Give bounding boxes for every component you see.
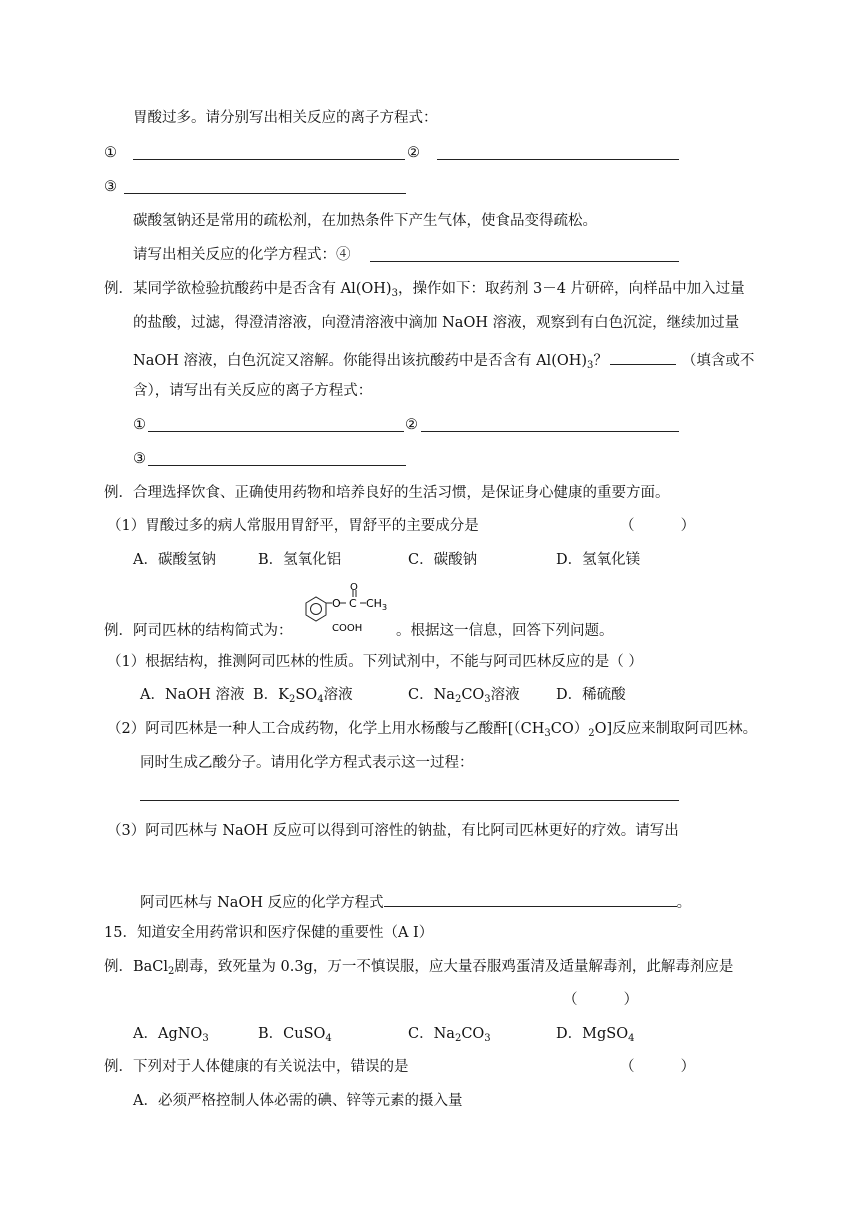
- option-c-text: 溶液: [490, 687, 520, 703]
- answer-blank-3[interactable]: [124, 179, 406, 194]
- methyl-label: CH: [366, 597, 382, 610]
- answer-blank-2[interactable]: [437, 145, 679, 160]
- habits-stem: 例．合理选择饮食、正确使用药物和培养良好的生活习惯，是保证身心健康的重要方面。: [104, 485, 670, 501]
- answer-blank-ion-3[interactable]: [148, 451, 406, 466]
- oxygen-label: O: [350, 583, 358, 593]
- health-stem: 例．下列对于人体健康的有关说法中，错误的是: [104, 1059, 409, 1075]
- aspirin-option-d[interactable]: D．稀硫酸: [556, 687, 626, 703]
- subscript: 4: [317, 694, 324, 705]
- aspirin-option-c[interactable]: [408, 688, 520, 703]
- circle-num-1: ①: [133, 417, 146, 433]
- option-text: A．AgNO: [133, 1026, 203, 1042]
- subscript: 3: [587, 360, 594, 371]
- carbon-label: C: [349, 597, 357, 610]
- bacl2-option-a[interactable]: [133, 1027, 209, 1042]
- aloh-line3-c: （填含或不: [681, 353, 755, 369]
- answer-parentheses[interactable]: （ ）: [563, 992, 639, 1008]
- answer-blank-ion-1[interactable]: [148, 417, 404, 432]
- circle-num-3: ③: [133, 451, 146, 467]
- p2-text: O]反应来制取阿司匹林。: [594, 721, 758, 737]
- aspirin-p3-line2: [140, 892, 691, 911]
- aloh-line-1: [104, 282, 745, 297]
- subscript: 2: [168, 966, 175, 977]
- answer-parentheses[interactable]: （ ）: [620, 518, 696, 534]
- answer-parentheses[interactable]: （ ）: [620, 1059, 696, 1075]
- circle-num-2: ②: [407, 145, 420, 161]
- subscript: 4: [325, 1033, 332, 1044]
- option-c-text: CO: [461, 687, 485, 703]
- baking-soda-text: 碳酸氢钠还是常用的疏松剂，在加热条件下产生气体，使食品变得疏松。: [133, 213, 597, 229]
- subscript: 3: [391, 288, 398, 299]
- subscript: 2: [588, 728, 595, 739]
- subscript: 2: [454, 694, 462, 705]
- subscript: 3: [544, 728, 551, 739]
- option-b[interactable]: B．氢氧化铝: [258, 552, 342, 568]
- option-text: B．CuSO: [258, 1026, 326, 1042]
- aloh-line-4: 含），请写出有关反应的离子方程式：: [133, 383, 373, 399]
- antacid-intro: 胃酸过多。请分别写出相关反应的离子方程式：: [133, 110, 438, 126]
- aspirin-p2-line2: 同时生成乙酸分子。请用化学方程式表示这一过程：: [140, 755, 474, 771]
- p3-end: 。: [676, 895, 692, 911]
- subscript: 4: [628, 1033, 635, 1044]
- aspirin-p2: [107, 722, 757, 737]
- subscript: 3: [484, 694, 491, 705]
- aloh-line-3: [133, 350, 754, 369]
- option-b-text: SO: [295, 687, 318, 703]
- answer-blank-ion-2[interactable]: [421, 417, 679, 432]
- option-a[interactable]: A．碳酸氢钠: [133, 552, 216, 568]
- option-d[interactable]: D．氢氧化镁: [556, 552, 641, 568]
- blank-label-1: [104, 146, 117, 161]
- answer-blank-1[interactable]: [133, 145, 405, 160]
- equation-prompt: 请写出相关反应的化学方程式：④: [133, 247, 351, 263]
- subscript: 3: [202, 1033, 209, 1044]
- option-c-text: C．Na: [408, 687, 455, 703]
- p2-text: CO）: [550, 721, 589, 737]
- health-option-a[interactable]: A．必须严格控制人体必需的碘、锌等元素的摄入量: [133, 1093, 463, 1109]
- subscript: 2: [454, 1033, 462, 1044]
- aspirin-option-a[interactable]: A．NaOH 溶液: [140, 687, 245, 703]
- bacl2-text: 例．BaCl: [104, 959, 169, 975]
- habits-sub1: （1）胃酸过多的病人常服用胃舒平，胃舒平的主要成分是: [107, 518, 479, 534]
- oxygen-label: O: [332, 597, 341, 610]
- aloh-line3-b: ？: [593, 353, 608, 369]
- aspirin-option-b[interactable]: [253, 688, 353, 703]
- answer-line-equation[interactable]: [140, 800, 679, 801]
- option-text: D．MgSO: [556, 1026, 629, 1042]
- aloh-line3-a: NaOH 溶液，白色沉淀又溶解。你能得出该抗酸药中是否含有 Al(OH): [133, 353, 588, 369]
- bacl2-option-c[interactable]: [408, 1027, 491, 1042]
- bacl2-option-d[interactable]: [556, 1027, 634, 1042]
- benzene-circle: [311, 604, 322, 615]
- benzene-ring: [306, 597, 326, 621]
- aspirin-stem-a: 例．阿司匹林的结构简式为：: [104, 623, 293, 639]
- answer-blank-naoh-equation[interactable]: [384, 892, 677, 907]
- aspirin-p3: （3）阿司匹林与 NaOH 反应可以得到可溶性的钠盐，有比阿司匹林更好的疗效。请写出: [107, 823, 679, 839]
- aspirin-stem-b: 。根据这一信息，回答下列问题。: [396, 623, 614, 639]
- answer-blank-contains[interactable]: [610, 350, 676, 365]
- section-15-title: 15．知道安全用药常识和医疗保健的重要性（A I）: [104, 925, 434, 941]
- methyl-subscript: 3: [382, 603, 388, 612]
- option-text: CO: [461, 1026, 485, 1042]
- aspirin-structure: [296, 583, 396, 637]
- circle-num-1: ①: [104, 145, 117, 161]
- bacl2-option-b[interactable]: [258, 1027, 332, 1042]
- bacl2-stem: [104, 960, 733, 975]
- circle-num-2: ②: [405, 417, 418, 433]
- option-c[interactable]: C．碳酸钠: [408, 552, 478, 568]
- answer-blank-4[interactable]: [370, 247, 679, 262]
- option-text: C．Na: [408, 1026, 455, 1042]
- option-b-text: B．K: [253, 687, 289, 703]
- option-b-text: 溶液: [323, 687, 353, 703]
- cooh-label: COOH: [332, 623, 363, 634]
- aloh-line-2: 的盐酸，过滤，得澄清溶液，向澄清溶液中滴加 NaOH 溶液，观察到有白色沉淀，继续加过量: [133, 315, 740, 331]
- p2-text: （2）阿司匹林是一种人工合成药物，化学上用水杨酸与乙酸酐[（CH: [107, 721, 545, 737]
- aspirin-p1: （1）根据结构，推测阿司匹林的性质。下列试剂中，不能与阿司匹林反应的是（ ）: [107, 654, 643, 670]
- aloh-prefix: 例．某同学欲检验抗酸药中是否含有 Al(OH): [104, 281, 392, 297]
- subscript: 3: [484, 1033, 491, 1044]
- subscript: 2: [289, 694, 296, 705]
- circle-num-3: ③: [104, 179, 117, 195]
- aloh-line1-rest: ，操作如下：取药剂 3－4 片研碎，向样品中加入过量: [397, 281, 745, 297]
- p3-text: 阿司匹林与 NaOH 反应的化学方程式: [140, 895, 384, 911]
- bacl2-text: 剧毒，致死量为 0.3g，万一不慎误服，应大量吞服鸡蛋清及适量解毒剂，此解毒剂应是: [174, 959, 734, 975]
